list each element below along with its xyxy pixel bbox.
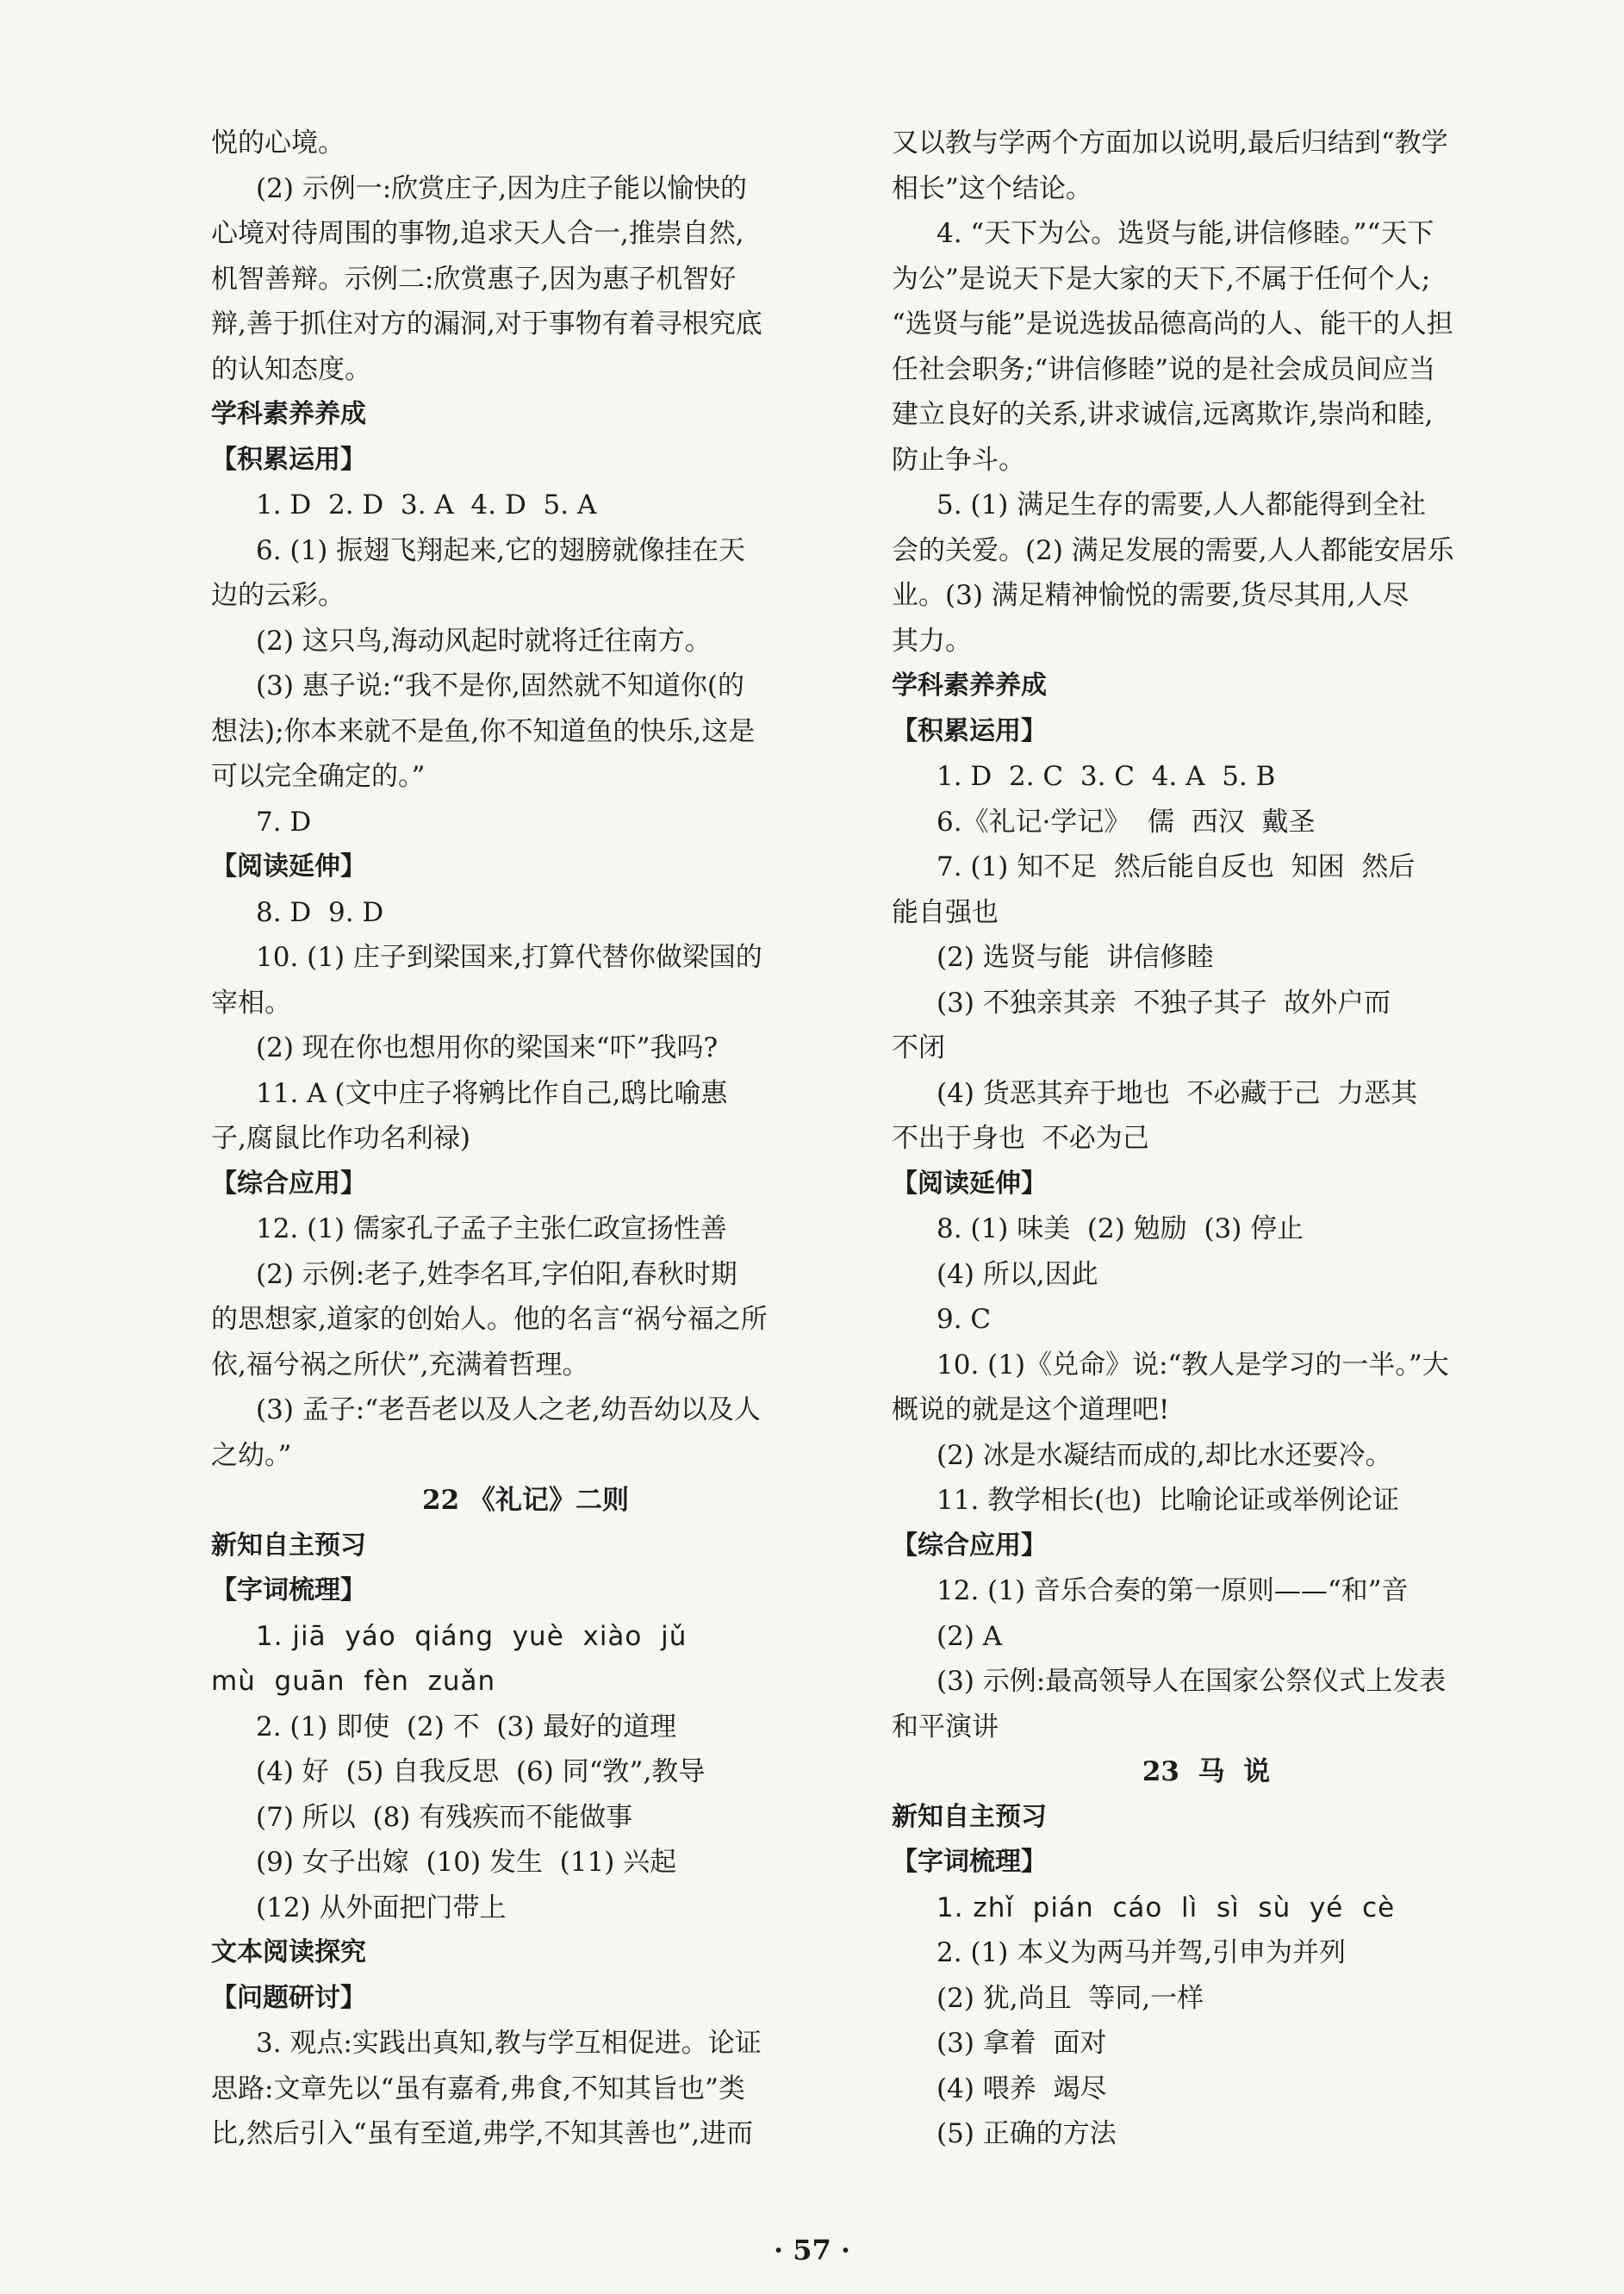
- text-line: (2) 选贤与能 讲信修睦: [936, 942, 1214, 973]
- text-line: 不闭: [892, 1032, 945, 1063]
- text-line: 8. D 9. D: [256, 896, 384, 928]
- text-line: (3) 拿着 面对: [936, 2028, 1107, 2059]
- subsection-heading: 【字词梳理】: [211, 1575, 366, 1605]
- text-line: 依,福兮祸之所伏”,充满着哲理。: [211, 1349, 589, 1381]
- text-line: 防止争斗。: [892, 444, 1025, 476]
- subsection-heading: 【积累运用】: [211, 444, 366, 475]
- text-line: (2) 犹,尚且 等同,一样: [936, 1982, 1204, 2014]
- text-line: 2. (1) 本义为两马并驾,引申为并列: [936, 1937, 1347, 1968]
- text-line: 11. A (文中庄子将鹓比作自己,鸱比喻惠: [256, 1077, 728, 1109]
- pinyin-line: 1. zhǐ pián cáo lì sì sù yé cè: [936, 1892, 1396, 1923]
- text-line: 的思想家,道家的创始人。他的名言“祸兮福之所: [211, 1304, 768, 1335]
- text-line: 10. (1)《兑命》说:“教人是学习的一半。”大: [936, 1349, 1449, 1381]
- text-line: 边的云彩。: [211, 580, 345, 611]
- text-line: 5. (1) 满足生存的需要,人人都能得到全社: [936, 489, 1427, 521]
- text-line: 心境对待周围的事物,追求天人合一,推崇自然,: [211, 218, 744, 249]
- section-heading: 文本阅读探究: [211, 1937, 366, 1967]
- text-line: 1. D 2. C 3. C 4. A 5. B: [936, 761, 1276, 792]
- text-line: 7. (1) 知不足 然后能自反也 知困 然后: [936, 851, 1416, 882]
- text-line: 宰相。: [211, 987, 291, 1019]
- text-line: 2. (1) 即使 (2) 不 (3) 最好的道理: [256, 1711, 677, 1742]
- section-heading: 新知自主预习: [892, 1801, 1047, 1832]
- text-line: 之幼。”: [211, 1439, 292, 1471]
- text-line: (4) 好 (5) 自我反思 (6) 同“敩”,教导: [256, 1756, 706, 1787]
- text-line: 可以完全确定的。”: [211, 761, 426, 792]
- text-line: (5) 正确的方法: [936, 2118, 1117, 2149]
- text-line: (3) 示例:最高领导人在国家公祭仪式上发表: [936, 1666, 1447, 1697]
- text-line: (4) 所以,因此: [936, 1258, 1098, 1290]
- subsection-heading: 【综合应用】: [892, 1530, 1047, 1561]
- text-line: 6.《礼记·学记》 儒 西汉 戴圣: [936, 806, 1316, 838]
- left-column: [211, 121, 840, 2157]
- text-line: 其力。: [892, 625, 972, 657]
- text-line: (2) A: [936, 1620, 1003, 1652]
- text-line: 的认知态度。: [211, 353, 371, 385]
- section-heading: 学科素养养成: [211, 399, 366, 429]
- text-line: 会的关爱。(2) 满足发展的需要,人人都能安居乐: [892, 534, 1454, 566]
- text-line: 能自强也: [892, 896, 999, 928]
- subsection-heading: 【综合应用】: [211, 1168, 366, 1199]
- text-line: (2) 冰是水凝结而成的,却比水还要冷。: [936, 1439, 1392, 1471]
- text-line: 3. 观点:实践出真知,教与学互相促进。论证: [256, 2028, 762, 2059]
- text-line: 1. D 2. D 3. A 4. D 5. A: [256, 489, 597, 521]
- text-line: (4) 喂养 竭尽: [936, 2073, 1107, 2104]
- text-line: 6. (1) 振翅飞翔起来,它的翅膀就像挂在天: [256, 534, 746, 566]
- subsection-heading: 【问题研讨】: [211, 1982, 366, 2013]
- lesson-title: 23 马 说: [1142, 1756, 1271, 1787]
- text-line: 不出于身也 不必为己: [892, 1123, 1149, 1154]
- text-line: 9. C: [936, 1304, 992, 1335]
- subsection-heading: 【阅读延伸】: [211, 851, 366, 882]
- text-line: 辩,善于抓住对方的漏洞,对于事物有着寻根究底: [211, 309, 762, 340]
- text-line: (2) 示例:老子,姓李名耳,字伯阳,春秋时期: [256, 1258, 737, 1290]
- text-line: 11. 教学相长(也) 比喻论证或举例论证: [936, 1485, 1400, 1516]
- subsection-heading: 【积累运用】: [892, 715, 1047, 746]
- right-column: [892, 121, 1521, 2157]
- text-line: (2) 示例一:欣赏庄子,因为庄子能以愉快的: [256, 172, 748, 204]
- text-line: “选贤与能”是说选拔品德高尚的人、能干的人担: [892, 309, 1453, 340]
- text-line: 10. (1) 庄子到梁国来,打算代替你做梁国的: [256, 942, 762, 973]
- text-line: 思路:文章先以“虽有嘉肴,弗食,不知其旨也”类: [211, 2073, 745, 2104]
- text-line: (2) 这只鸟,海动风起时就将迁往南方。: [256, 625, 712, 657]
- text-line: 机智善辩。示例二:欣赏惠子,因为惠子机智好: [211, 263, 737, 295]
- text-line: 4. “天下为公。选贤与能,讲信修睦。”“天下: [936, 218, 1434, 249]
- text-line: 12. (1) 儒家孔子孟子主张仁政宣扬性善: [256, 1213, 727, 1244]
- text-line: 任社会职务;“讲信修睦”说的是社会成员间应当: [892, 353, 1436, 385]
- text-line: (3) 惠子说:“我不是你,固然就不知道你(的: [256, 670, 745, 701]
- text-line: (3) 不独亲其亲 不独子其子 故外户而: [936, 987, 1391, 1019]
- lesson-title: 22 《礼记》二则: [422, 1485, 629, 1516]
- page-number: · 57 ·: [773, 2234, 851, 2266]
- text-line: 相长”这个结论。: [892, 172, 1092, 204]
- text-line: 建立良好的关系,讲求诚信,远离欺诈,崇尚和睦,: [892, 399, 1434, 430]
- text-line: 悦的心境。: [211, 128, 345, 159]
- text-line: 比,然后引入“虽有至道,弗学,不知其善也”,进而: [211, 2118, 754, 2149]
- section-heading: 新知自主预习: [211, 1530, 366, 1561]
- subsection-heading: 【阅读延伸】: [892, 1168, 1047, 1199]
- pinyin-line: 1. jiā yáo qiáng yuè xiào jǔ: [256, 1620, 688, 1652]
- subsection-heading: 【字词梳理】: [892, 1847, 1047, 1877]
- text-line: 子,腐鼠比作功名利禄): [211, 1123, 470, 1154]
- text-line: (12) 从外面把门带上: [256, 1892, 507, 1923]
- text-line: (7) 所以 (8) 有残疾而不能做事: [256, 1801, 633, 1833]
- text-line: 7. D: [256, 806, 312, 838]
- text-line: 又以教与学两个方面加以说明,最后归结到“教学: [892, 128, 1448, 159]
- text-line: 为公”是说天下是大家的天下,不属于任何个人;: [892, 263, 1431, 295]
- section-heading: 学科素养养成: [892, 670, 1047, 701]
- text-line: 12. (1) 音乐合奏的第一原则——“和”音: [936, 1575, 1409, 1606]
- text-line: (9) 女子出嫁 (10) 发生 (11) 兴起: [256, 1847, 677, 1878]
- text-line: (3) 孟子:“老吾老以及人之老,幼吾幼以及人: [256, 1394, 761, 1425]
- text-line: (2) 现在你也想用你的梁国来“吓”我吗?: [256, 1032, 719, 1063]
- text-line: 想法);你本来就不是鱼,你不知道鱼的快乐,这是: [211, 715, 756, 747]
- text-line: 8. (1) 味美 (2) 勉励 (3) 停止: [936, 1213, 1304, 1244]
- pinyin-line: mù guān fèn zuǎn: [211, 1666, 496, 1697]
- text-line: 和平演讲: [892, 1711, 999, 1742]
- text-line: (4) 货恶其弃于地也 不必藏于己 力恶其: [936, 1077, 1418, 1109]
- text-line: 业。(3) 满足精神愉悦的需要,货尽其用,人尽: [892, 580, 1409, 611]
- text-line: 概说的就是这个道理吧!: [892, 1394, 1170, 1425]
